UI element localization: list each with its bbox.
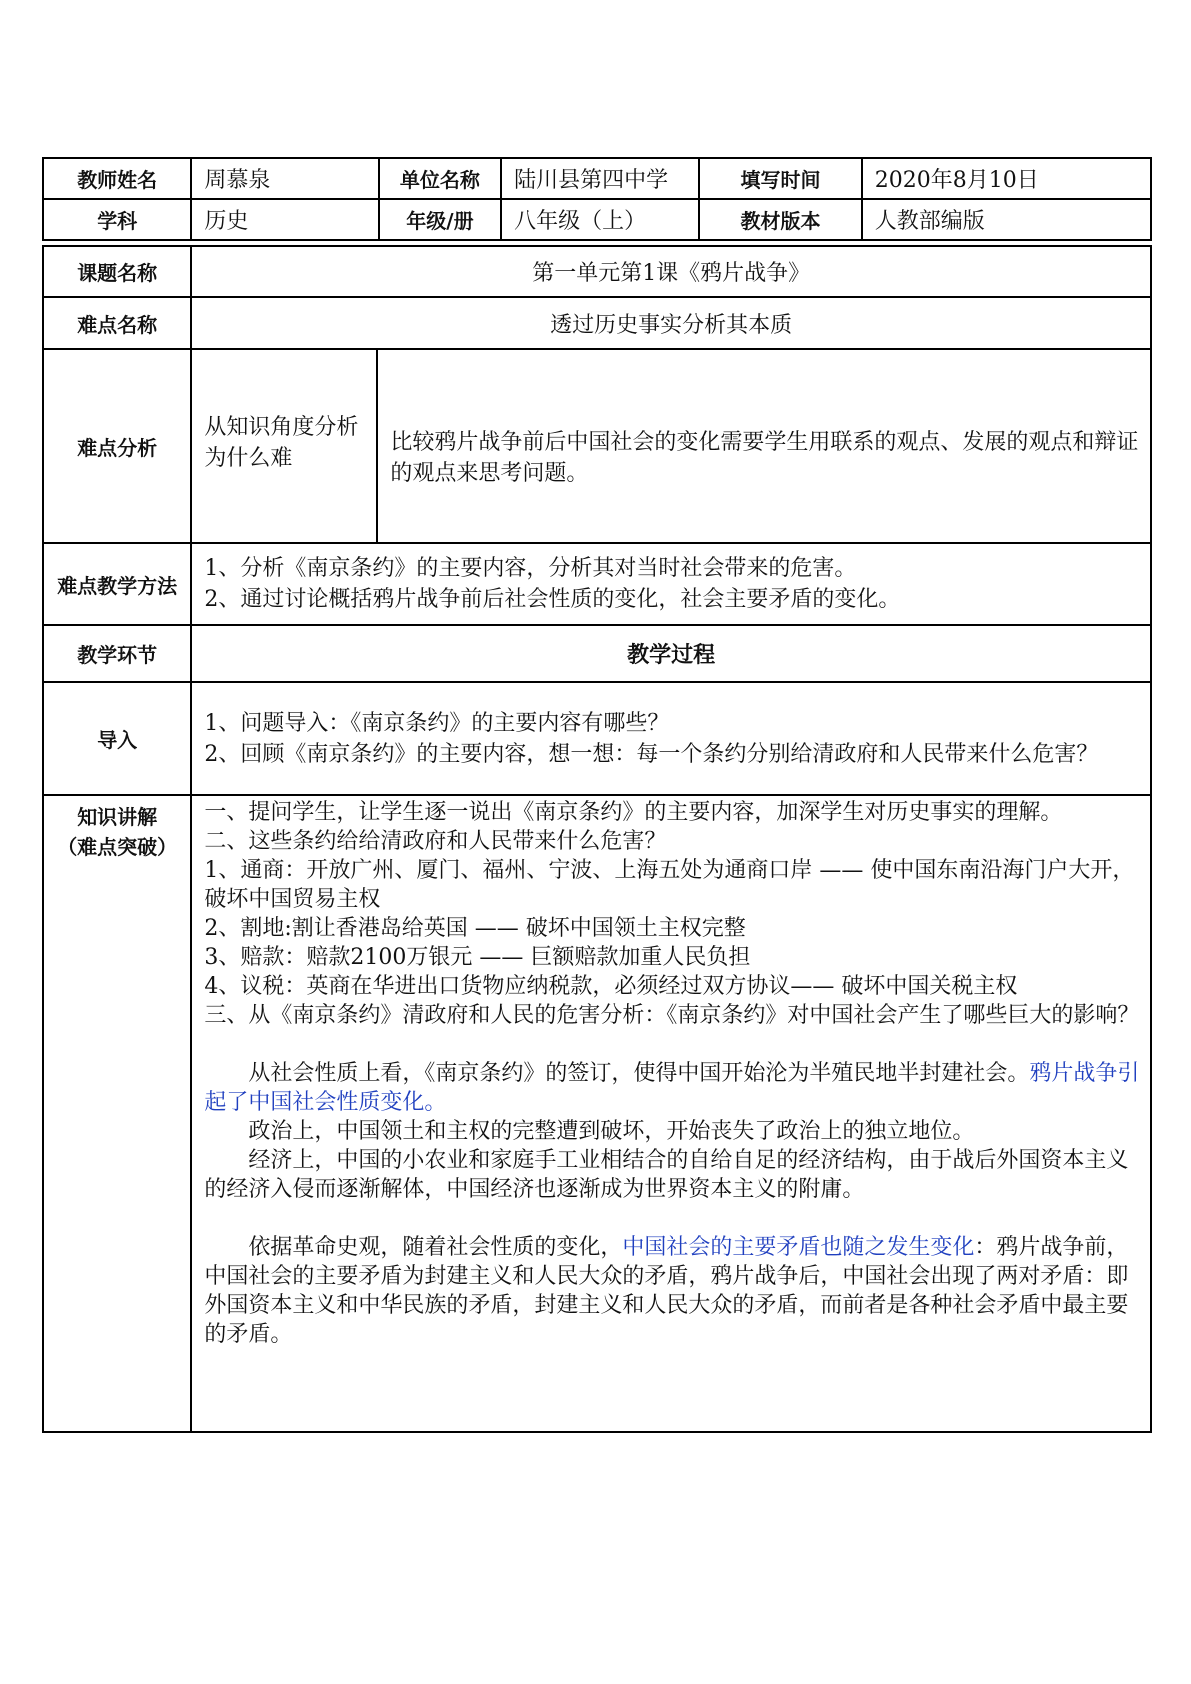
intro-line-2: 2、回顾《南京条约》的主要内容，想一想：每一个条约分别给清政府和人民带来什么危害？: [204, 741, 1099, 767]
knowledge-p3: 1、通商：开放广州、厦门、福州、宁波、上海五处为通商口岸 —— 使中国东南沿海门户大开，破坏中国贸易主权: [204, 858, 1135, 912]
intro-content: [191, 682, 1151, 795]
date-label: 填写时间: [699, 158, 861, 199]
knowledge-p7: 三、从《南京条约》清政府和人民的危害分析：《南京条约》对中国社会产生了哪些巨大的影响？: [204, 1003, 1140, 1028]
blank-line-2: [204, 1204, 1140, 1233]
process-label: 教学环节: [43, 625, 191, 682]
knowledge-label-line-1: 知识讲解: [77, 805, 158, 829]
subject-value: 历史: [191, 199, 378, 240]
analysis-inner: [192, 350, 1150, 542]
knowledge-p5: 3、赔款：赔款2100万银元 —— 巨额赔款加重人民负担: [204, 945, 751, 970]
knowledge-p6: 4、议税：英商在华进出口货物应纳税款，必须经过双方协议—— 破坏中国关税主权: [204, 974, 1018, 999]
knowledge-p11-a: 依据革命史观，随着社会性质的变化，: [248, 1235, 623, 1260]
lesson-plan-table: [42, 157, 1152, 1433]
intro-label: 导入: [43, 682, 191, 795]
knowledge-p2: 二、这些条约给给清政府和人民带来什么危害？: [204, 829, 667, 854]
fill-date: 2020年8月10日: [862, 158, 1151, 199]
grade-label: 年级/册: [379, 199, 501, 240]
intro-line-1: 1、问题导入：《南京条约》的主要内容有哪些？: [204, 710, 670, 736]
knowledge-label-line-2: （难点突破）: [57, 835, 178, 859]
method-line-1: 1、分析《南京条约》的主要内容，分析其对当时社会带来的危害。: [204, 556, 857, 581]
knowledge-p11: [204, 1233, 1140, 1349]
method-line-2: 2、通过讨论概括鸦片战争前后社会性质的变化，社会主要矛盾的变化。: [204, 587, 901, 612]
blank-line: [204, 1030, 1140, 1059]
topic-row: [43, 246, 1151, 297]
grade-value: 八年级（上）: [501, 199, 699, 240]
knowledge-label: [43, 795, 191, 1432]
knowledge-p8: [204, 1059, 1140, 1117]
analysis-sub-label: 从知识角度分析为什么难: [192, 350, 377, 542]
analysis-cell: [191, 349, 1151, 543]
method-label: 难点教学方法: [43, 543, 191, 625]
knowledge-p1: 一、提问学生，让学生逐一说出《南京条约》的主要内容，加深学生对历史事实的理解。: [204, 800, 1063, 825]
unit-label: 单位名称: [379, 158, 501, 199]
knowledge-p4: 2、割地:割让香港岛给英国 —— 破坏中国领土主权完整: [204, 916, 746, 941]
knowledge-row: [43, 795, 1151, 1432]
teacher-name: 周慕泉: [191, 158, 378, 199]
knowledge-p11-b: ：鸦片战争前，中国社会的主要矛盾为封建主义和人民大众的矛盾，鸦片战争后，中国社会出现了两对矛盾：即外国资本主义和中华民族的矛盾，封建主义和人民大众的矛盾，而前者是各种社会矛盾中最主要的矛盾。: [204, 1235, 1129, 1347]
difficulty-value: 透过历史事实分析其本质: [191, 297, 1151, 349]
knowledge-content: [191, 795, 1151, 1432]
difficulty-row: [43, 297, 1151, 349]
knowledge-p9: 政治上，中国领土和主权的完整遭到破坏，开始丧失了政治上的独立地位。: [248, 1119, 975, 1144]
intro-row: [43, 682, 1151, 795]
subject-label: 学科: [43, 199, 191, 240]
method-content: [191, 543, 1151, 625]
analysis-label: 难点分析: [43, 349, 191, 543]
edition-label: 教材版本: [699, 199, 861, 240]
teacher-label: 教师姓名: [43, 158, 191, 199]
method-row: [43, 543, 1151, 625]
knowledge-p11-highlight: 中国社会的主要矛盾也随之发生变化: [622, 1235, 975, 1260]
topic-label: 课题名称: [43, 246, 191, 297]
difficulty-label: 难点名称: [43, 297, 191, 349]
analysis-value: 比较鸦片战争前后中国社会的变化需要学生用联系的观点、发展的观点和辩证的观点来思考问题。: [390, 430, 1139, 486]
process-title: 教学过程: [191, 625, 1151, 682]
header-row-2: [43, 199, 1151, 240]
knowledge-p8-text: 从社会性质上看，《南京条约》的签订，使得中国开始沦为半殖民地半封建社会。: [248, 1061, 1030, 1086]
edition-value: 人教部编版: [862, 199, 1151, 240]
knowledge-p8-highlight: 鸦片战争引起了中国社会性质变化。: [204, 1061, 1140, 1115]
process-header-row: [43, 625, 1151, 682]
analysis-row: [43, 349, 1151, 543]
header-row-1: [43, 158, 1151, 199]
lesson-plan-table-container: [42, 157, 1152, 1433]
topic-value: 第一单元第1课《鸦片战争》: [191, 246, 1151, 297]
unit-name: 陆川县第四中学: [501, 158, 699, 199]
knowledge-p10: 经济上，中国的小农业和家庭手工业相结合的自给自足的经济结构，由于战后外国资本主义的经济入侵而逐渐解体，中国经济也逐渐成为世界资本主义的附庸。: [204, 1148, 1129, 1202]
